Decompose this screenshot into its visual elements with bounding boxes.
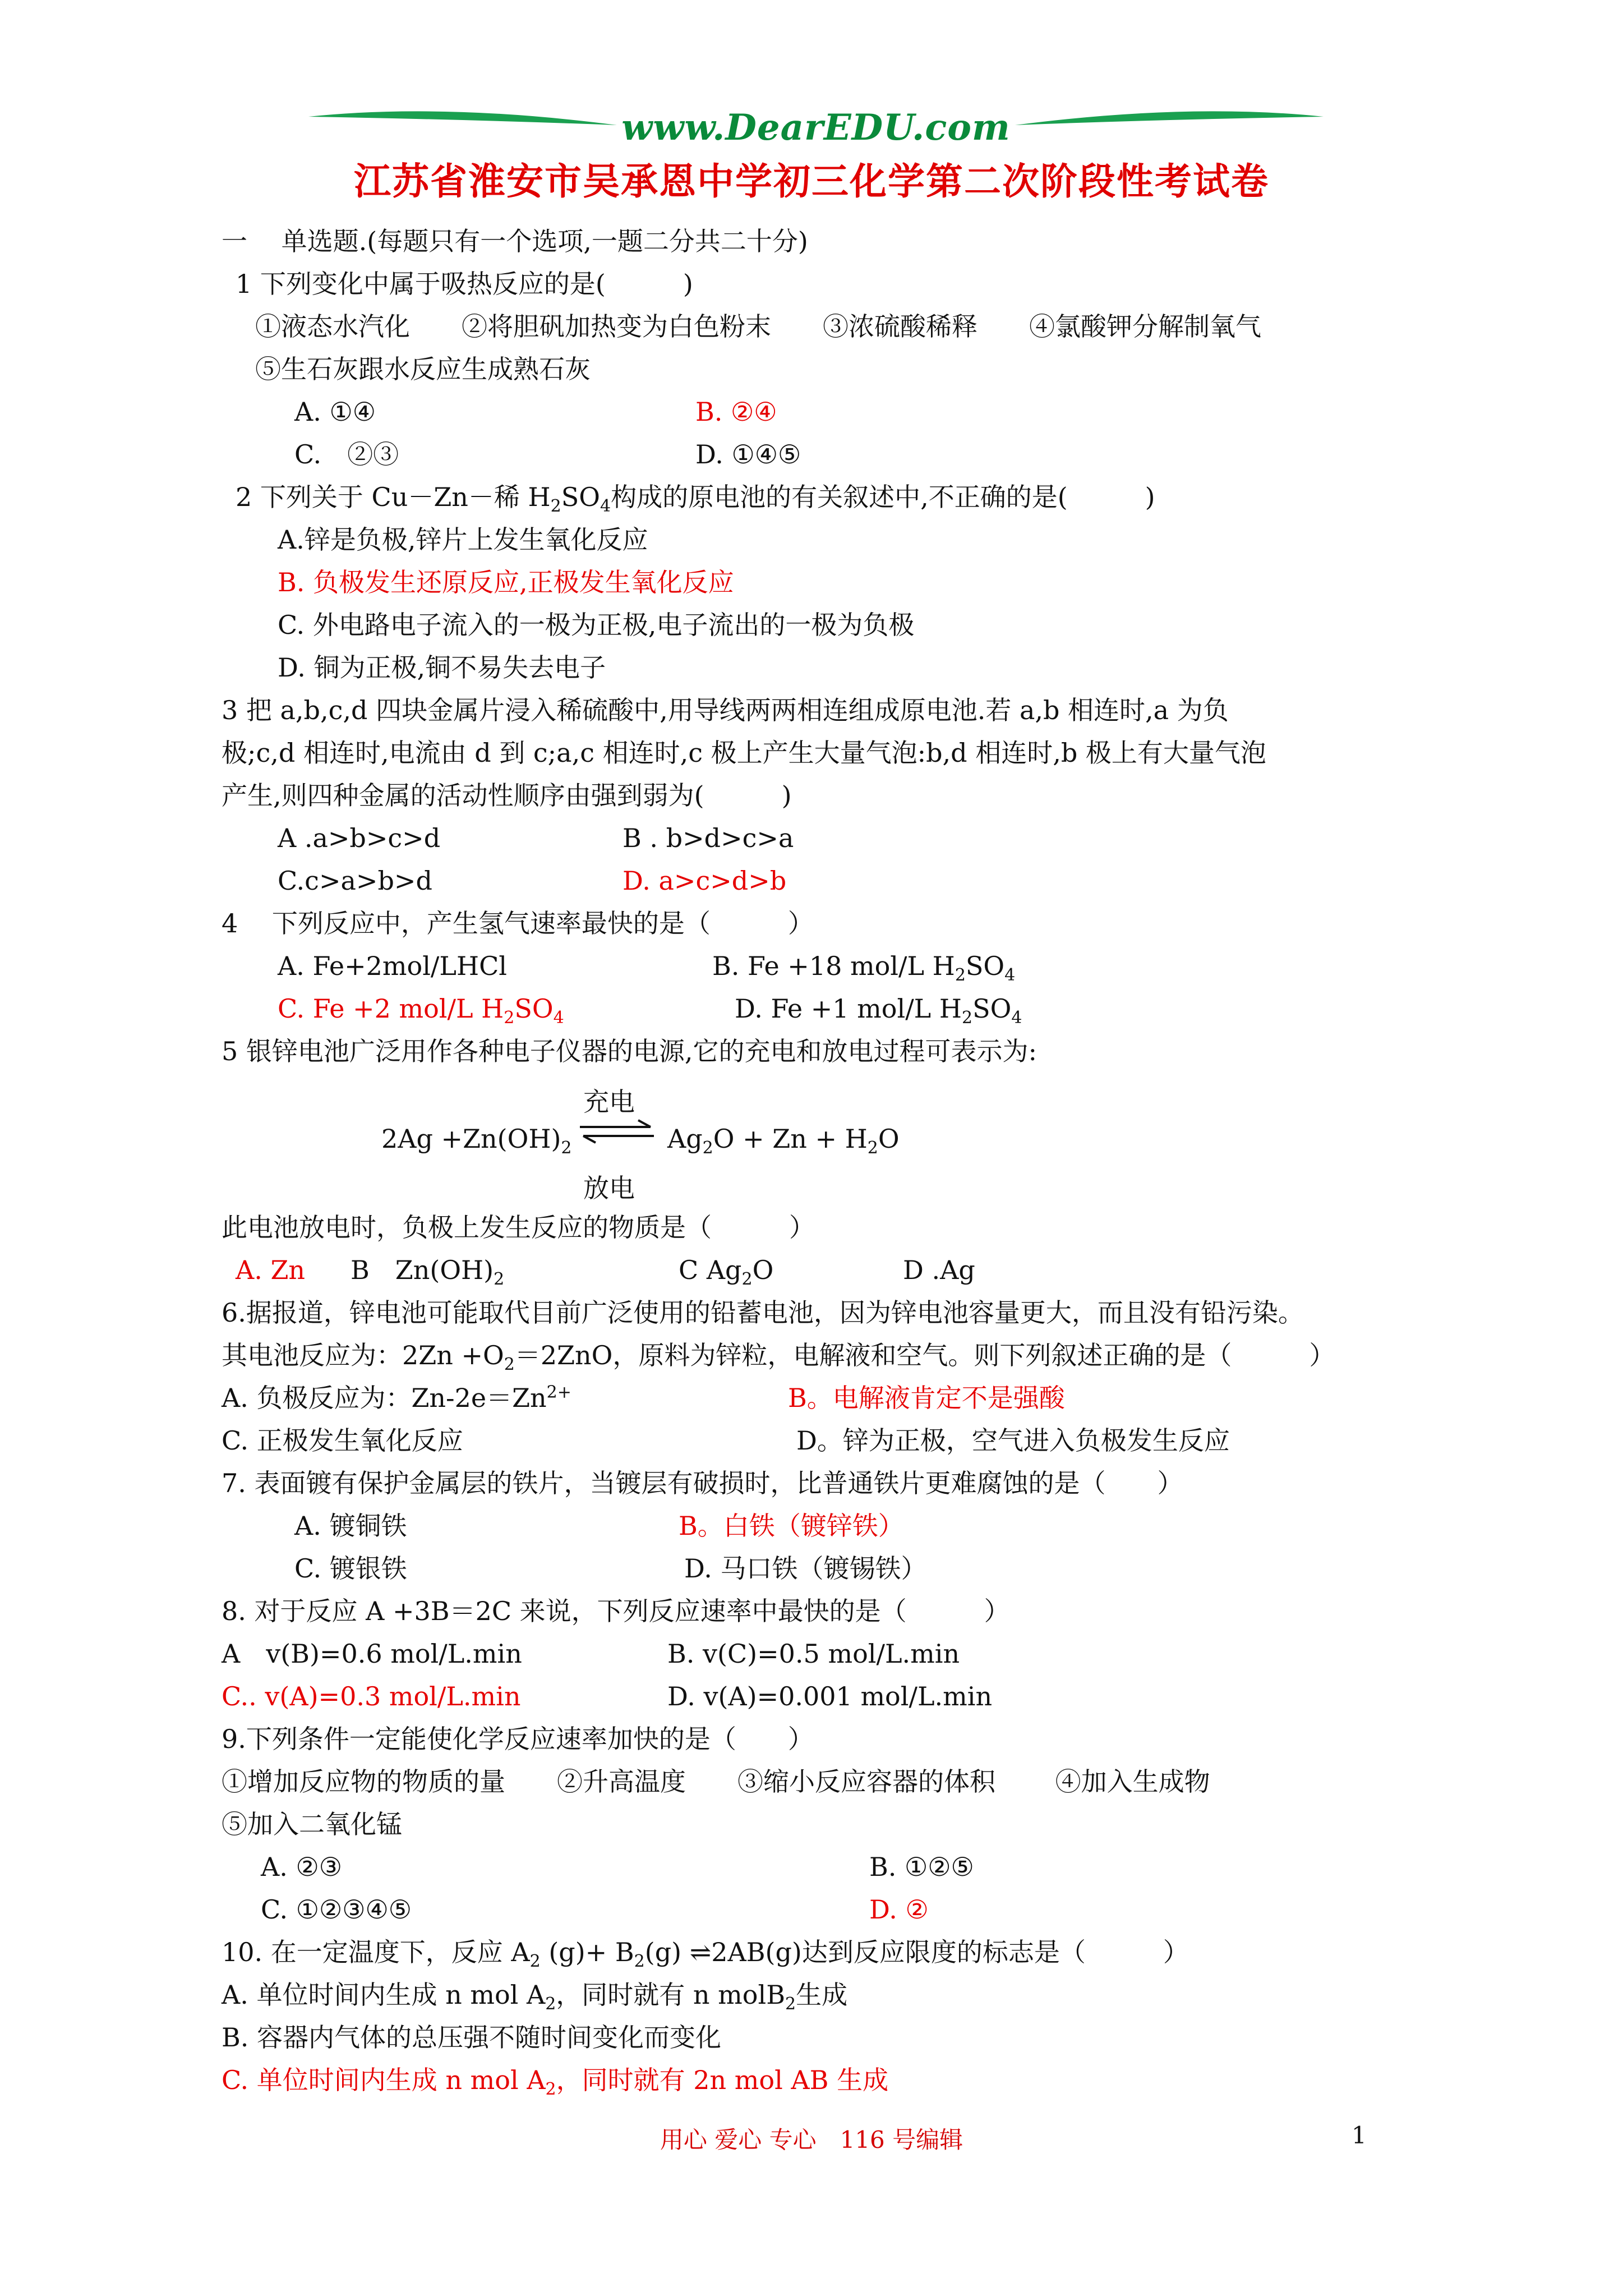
equilibrium-arrows-icon: [578, 1118, 656, 1146]
q6-option-b: B。电解液肯定不是强酸: [788, 1383, 1065, 1413]
q5-stem: 5 银锌电池广泛用作各种电子仪器的电源,它的充电和放电过程可表示为:: [222, 1036, 1038, 1066]
page-number: 1: [1352, 2122, 1367, 2149]
q5-equation-right: $Ag_2O + Zn + H_2O$: [667, 1124, 900, 1158]
q9-option-b: B. ①②⑤: [869, 1852, 974, 1882]
q7-option-b: B。白铁（镀锌铁）: [679, 1511, 904, 1541]
q5-charge-label: 充电: [583, 1087, 635, 1117]
q8-option-c: C.. v(A)=0.3 mol/L.min: [222, 1681, 521, 1711]
q9-stem: 9.下列条件一定能使化学反应速率加快的是（ ）: [222, 1724, 814, 1754]
q8-option-b: B. v(C)=0.5 mol/L.min: [667, 1639, 960, 1669]
q7-option-a: A. 镀铜铁: [294, 1511, 407, 1541]
q4-option-c: C. Fe +2 mol/L $H_2SO_4$: [278, 993, 564, 1028]
q1-option-b: B. ②④: [695, 397, 777, 427]
q10-option-c: C. 单位时间内生成 n mol $A_2$，同时就有 2n mol AB 生成: [222, 2065, 889, 2100]
q6-option-d: D。锌为正极，空气进入负极发生反应: [796, 1425, 1230, 1456]
q4-option-d: D. Fe +1 mol/L $H_2SO_4$: [735, 993, 1022, 1028]
q4-option-b: B. Fe +18 mol/L $H_2SO_4$: [712, 951, 1016, 986]
q10-option-a: A. 单位时间内生成 n mol $A_2$，同时就有 n molB$_2$生成: [222, 1980, 848, 2014]
q3-option-a: A .a>b>c>d: [278, 823, 441, 853]
q1-option-d: D. ①④⑤: [695, 439, 801, 470]
site-url[interactable]: www.DearEDU.com: [621, 107, 1011, 149]
q7-option-c: C. 镀银铁: [294, 1553, 407, 1584]
q3-line-3: 产生,则四种金属的活动性顺序由强到弱为( ): [222, 780, 792, 811]
q3-line-1: 3 把 a,b,c,d 四块金属片浸入稀硫酸中,用导线两两相连组成原电池.若 a,b 相连时,a 为负: [222, 695, 1229, 725]
q1-items-1: ①液态水汽化 ②将胆矾加热变为白色粉末 ③浓硫酸稀释 ④氯酸钾分解制氧气: [255, 311, 1261, 342]
q6-line-1: 6.据报道，锌电池可能取代目前广泛使用的铅蓄电池，因为锌电池容量更大，而且没有铅污染。: [222, 1297, 1304, 1328]
q7-option-d: D. 马口铁（镀锡铁）: [684, 1553, 927, 1584]
q9-option-d: D. ②: [869, 1894, 929, 1925]
q1-items-2: ⑤生石灰跟水反应生成熟石灰: [255, 354, 591, 384]
q5-question: 此电池放电时，负极上发生反应的物质是（ ）: [222, 1212, 815, 1243]
q3-option-d: D. a>c>d>b: [623, 866, 787, 896]
q10-option-b: B. 容器内气体的总压强不随时间变化而变化: [222, 2022, 722, 2053]
q5-option-a: A. Zn: [236, 1255, 306, 1285]
q1-stem: 1 下列变化中属于吸热反应的是( ): [236, 269, 693, 299]
q2-option-a: A.锌是负极,锌片上发生氧化反应: [278, 524, 648, 555]
q3-line-2: 极;c,d 相连时,电流由 d 到 c;a,c 相连时,c 极上产生大量气泡:b,d 相连时,b 极上有大量气泡: [222, 738, 1266, 768]
q5-option-d: D .Ag: [903, 1255, 975, 1285]
q3-option-b: B . b>d>c>a: [623, 823, 794, 853]
q3-option-c: C.c>a>b>d: [278, 866, 432, 896]
page-title: 江苏省淮安市吴承恩中学初三化学第二次阶段性考试卷: [354, 160, 1269, 203]
q1-option-a: A. ①④: [294, 397, 376, 427]
q8-option-a: A v(B)=0.6 mol/L.min: [222, 1639, 522, 1669]
q6-option-a: A. 负极反应为：$Zn-2e=Zn^{2+}$: [222, 1382, 571, 1413]
q5-equation-left: $2Ag +Zn(OH)_2$: [381, 1124, 572, 1158]
q8-stem: 8. 对于反应 A +3B＝2C 来说，下列反应速率中最快的是（ ）: [222, 1596, 1010, 1626]
q2-option-d: D. 铜为正极,铜不易失去电子: [278, 652, 606, 683]
q9-option-a: A. ②③: [261, 1852, 342, 1882]
section-heading: 一 单选题.(每题只有一个选项,一题二分共二十分): [222, 226, 808, 256]
q6-option-c: C. 正极发生氧化反应: [222, 1425, 463, 1456]
q5-option-c: C $Ag_2O$: [679, 1255, 774, 1290]
q9-option-c: C. ①②③④⑤: [261, 1894, 412, 1925]
q5-option-b: B $Zn(OH)_2$: [351, 1255, 505, 1290]
q1-option-c: C. ②③: [294, 439, 399, 470]
q6-line-2: 其电池反应为：$2Zn +O_2=2ZnO$，原料为锌粒，电解液和空气。则下列叙述正确的是（ ）: [222, 1340, 1335, 1375]
page-footer: 用心 爱心 专心 116 号编辑: [660, 2126, 963, 2154]
q2-stem: 2 下列关于 Cu－Zn－稀 $H_2SO_4$构成的原电池的有关叙述中,不正确的是( ): [236, 482, 1155, 517]
q9-items-2: ⑤加入二氧化锰: [222, 1809, 402, 1839]
q8-option-d: D. v(A)=0.001 mol/L.min: [667, 1681, 993, 1711]
q4-option-a: A. Fe+2mol/LHCl: [278, 951, 507, 981]
q2-option-c: C. 外电路电子流入的一极为正极,电子流出的一极为负极: [278, 610, 915, 640]
q4-stem: 4 下列反应中，产生氢气速率最快的是（ ）: [222, 908, 814, 938]
q7-stem: 7. 表面镀有保护金属层的铁片，当镀层有破损时，比普通铁片更难腐蚀的是（ ）: [222, 1468, 1183, 1498]
q5-discharge-label: 放电: [583, 1173, 635, 1203]
q2-option-b: B. 负极发生还原反应,正极发生氧化反应: [278, 567, 734, 597]
q10-stem: 10. 在一定温度下，反应 $A_2$ $(g)+ B_2(g)$ ⇌2AB(g)达到反应限度的标志是（ ）: [222, 1937, 1189, 1972]
q9-items-1: ①增加反应物的物质的量 ②升高温度 ③缩小反应容器的体积 ④加入生成物: [222, 1766, 1210, 1797]
